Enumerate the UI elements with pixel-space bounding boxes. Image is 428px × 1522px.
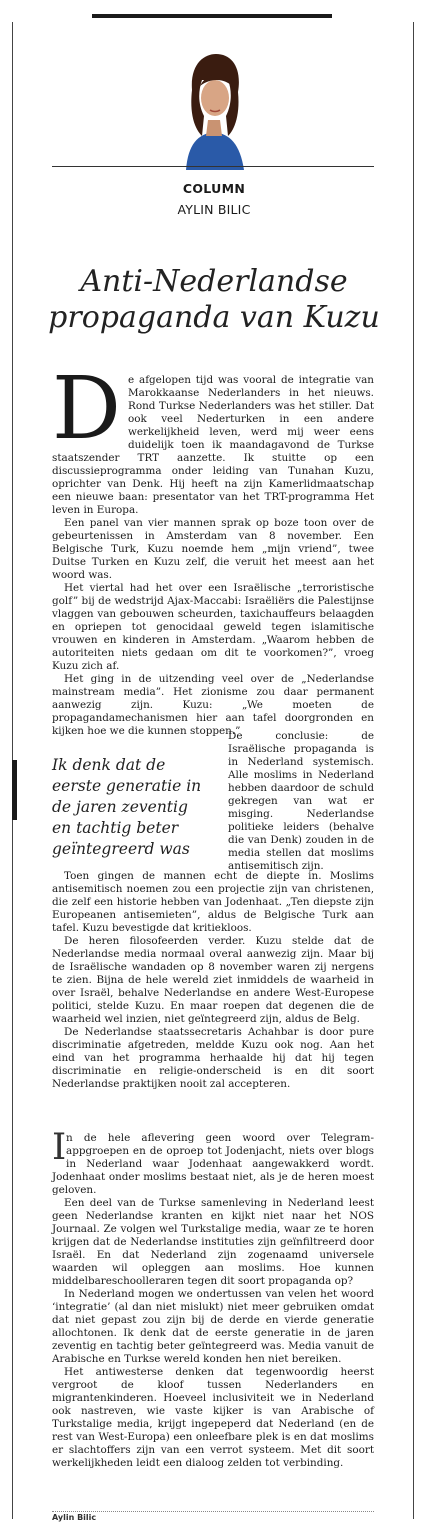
- paragraph-6: De heren filosofeerden verder. Kuzu stelde dat de Nederlandse media normaal overal aanwezig zijn. Maar bij de Israëlische wandaden op 8 november waren zij nergens te zien. Bijna de hele wereld ziet inmiddels de waarheid in over Israël, behalve Nederlandse en andere West-Europese politici, stelde Kuzu. En maar roepen dat degenen die de waarheid wel inzien, niet geïntegreerd zijn, aldus de Belg.: [52, 935, 374, 1025]
- paragraph-conclusion: De conclusie: de Israëlische propaganda is in Nederland systemisch. Alle moslims in Nederland hebben daardoor de schuld gekregen van wat er misging. Nederlandse politieke leiders (behalve die van Denk) zouden in de media stellen dat moslims antisemitisch zijn.: [228, 730, 374, 872]
- left-edge-mark: [12, 760, 17, 820]
- right-column-rule: [413, 22, 414, 1519]
- right-column-text: [228, 730, 374, 873]
- paragraph-5: Toen gingen de mannen echt de diepte in. Moslims antisemitisch noemen zou een projectie zijn van christenen, die zelf een historie hebben van Jodenhaat. „Ten diepste zijn Europeanen antisemieten”, aldus de Belgische Turk aan tafel. Kuzu bevestigde dat kritiekloos.: [52, 870, 374, 934]
- top-rule: [92, 14, 332, 18]
- paragraph-intro: [52, 374, 374, 517]
- paragraph-4: Het ging in de uitzending veel over de „Nederlandse mainstream media”. Het zionisme zou daar permanent aanwezig zijn. Kuzu: „We moeten de propagandamechanismen hier aan tafel doorgronden en kijken hoe we die kunnen stoppen.”: [52, 673, 374, 737]
- paragraph-1-text: e afgelopen tijd was vooral de integratie van Marokkaanse Nederlanders in het nieuws. Rond Turkse Nederlanders was het stiller. Dat ook veel Nederturken in een andere werkelijkheid leven, werd mij weer eens duidelijk toen ik maandagavond de Turkse staatszender TRT aanzette. Ik stuitte op een discussieprogramma onder leiding van Tunahan Kuzu, oprichter van Denk. Hij heeft na zijn Kamerlidmaatschap een nieuwe baan: presentator van het TRT-programma Het leven in Europa.: [52, 374, 374, 516]
- section-drop-cap: I: [52, 1127, 67, 1168]
- paragraph-2: Een panel van vier mannen sprak op boze toon over de gebeurtenissen in Amsterdam van 8 november. Een Belgische Turk, Kuzu noemde hem „mijn vriend”, twee Duitse Turken en Kuzu zelf, die veruit het meest aan het woord was.: [52, 517, 374, 581]
- author-portrait: [152, 46, 276, 170]
- paragraph-9: Een deel van de Turkse samenleving in Nederland leest geen Nederlandse kranten en kijkt niet naar het NOS Journaal. Ze volgen wel Turkstalige media, waar ze te horen krijgen dat de Nederlandse instituties zijn geïnfiltreerd door Israël. En dat Nederland zijn zogenaamd universele waarden wil opleggen aan moslims. Hoe kunnen middelbareschoolleraren tegen dit soort propaganda op?: [52, 1197, 374, 1287]
- byline-author: AYLIN BILIC: [177, 202, 251, 217]
- section-kicker: COLUMN: [182, 181, 246, 196]
- footer-author: [52, 1513, 96, 1522]
- footer-author-name: Aylin Bilic: [52, 1513, 97, 1522]
- article-title: [40, 264, 388, 336]
- paragraph-7: De Nederlandse staatssecretaris Achahbar is door pure discriminatie afgetreden, meldde Kuzu ook nog. Aan het eind van het programma herhaalde hij dat hij tegen discriminatie en religie-onderscheid is en dit soort Nederlandse praktijken nooit zal accepteren.: [52, 1026, 374, 1090]
- article-body-middle: [52, 870, 374, 1091]
- drop-cap: D: [52, 359, 121, 459]
- paragraph-8-text: n de hele aflevering geen woord over Telegram-appgroepen en de oproep tot Jodenjacht, niets over blogs in Nederland waar Jodenhaat aangewakkerd wordt. Jodenhaat onder moslims bestaat niet, als je de heren moest geloven.: [52, 1132, 374, 1196]
- paragraph-11: Het antiwesterse denken dat tegenwoordig heerst vergroot de kloof tussen Nederlanders en migrantenkinderen. Hoeveel inclusiviteit we in Nederland ook nastreven, wie vaste kijker is van Arabische of Turkstalige media, krijgt ingepeperd dat Nederland (en de rest van West-Europa) een onleefbare plek is en dat moslims er slachtoffers zijn van een verrot systeem. Met dit soort werkelijkheden leidt een dialoog zelden tot verbinding.: [52, 1366, 374, 1469]
- title-line-1: Anti-Nederlandse: [80, 264, 348, 299]
- article-body-top: [52, 374, 374, 738]
- paragraph-8: [52, 1127, 374, 1197]
- footer-rule: [52, 1511, 374, 1513]
- dropcap-space: [52, 374, 128, 452]
- section-dropcap-space: [52, 1127, 67, 1168]
- title-line-2: propaganda van Kuzu: [48, 300, 380, 335]
- paragraph-10: In Nederland mogen we ondertussen van velen het woord ‘integratie’ (al dan niet mislukt) niet meer gebruiken omdat dat niet gepast zou zijn bij de derde en vierde generatie allochtonen. Ik denk dat de eerste generatie in de jaren zeventig en tachtig beter geïntegreerd was. Media vanuit de Arabische en Turkse wereld konden hen niet bereiken.: [52, 1288, 374, 1365]
- header-rule: [52, 166, 374, 167]
- article-body-bottom: [52, 1127, 374, 1470]
- pull-quote: Ik denk dat de eerste generatie in de jaren zeventig en tachtig beter geïntegreerd was: [52, 756, 202, 858]
- paragraph-3: Het viertal had het over een Israëlische „terroristische golf” bij de wedstrijd Ajax-Maccabi: Israëliërs die Palestijnse vlaggen van gebouwen scheurden, taxichauffeurs belaagden en opriepen tot genocidaal geweld tegen islamitische vrouwen en kinderen in Amsterdam. „Waarom hebben de autoriteiten niets gedaan om dit te voorkomen?”, vroeg Kuzu zich af.: [52, 582, 374, 672]
